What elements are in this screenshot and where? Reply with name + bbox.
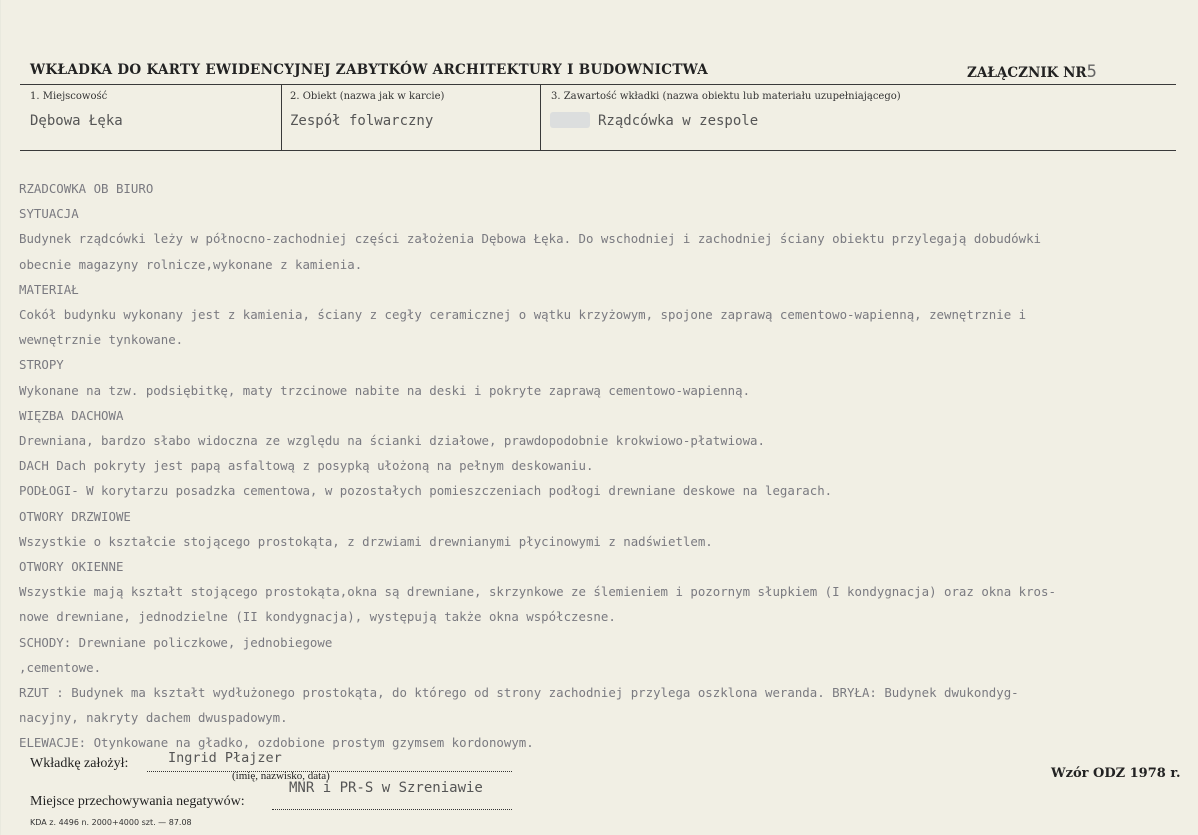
text-line: MATERIAŁ — [19, 281, 79, 297]
field-contents-value: Rządcówka w zespole — [598, 113, 759, 129]
author-value: Ingrid Płajzer — [168, 750, 282, 766]
text-line: Wykonane na tzw. podsiębitkę, maty trzcinowe nabite na deski i pokryte zaprawą cementowo-wapienną. — [19, 382, 751, 398]
text-line: PODŁOGI- W korytarzu posadzka cementowa, w pozostałych pomieszczeniach podłogi drewniane deskowe na legarach. — [19, 483, 833, 499]
text-line: Drewniana, bardzo słabo widoczna ze względu na ścianki działowe, prawdopodobnie krokwiowo-płatwiowa. — [19, 433, 765, 449]
author-label: Wkładkę założył: — [30, 756, 129, 771]
erased-mark — [550, 112, 590, 128]
table-top-rule — [20, 84, 1176, 85]
storage-label: Miejsce przechowywania negatywów: — [30, 794, 245, 809]
table-divider-2 — [540, 84, 541, 151]
text-line: SCHODY: Drewniane policzkowe, jednobiegowe — [19, 634, 333, 650]
text-line: OTWORY DRZWIOWE — [19, 508, 131, 524]
annex-number-value: 5 — [1086, 62, 1097, 82]
text-line: OTWORY OKIENNE — [19, 559, 124, 575]
text-line: Budynek rządcówki leży w północno-zachodniej części założenia Dębowa Łęka. Do wschodniej i zachodniej ściany obiektu przylegają dobudówki — [19, 231, 1041, 247]
text-line: wewnętrznie tynkowane. — [19, 332, 184, 348]
table-bottom-rule — [20, 150, 1176, 151]
template-label: Wzór ODZ 1978 r. — [1051, 766, 1181, 781]
field-object-value: Zespół folwarczny — [290, 113, 434, 129]
annex-number — [967, 62, 1097, 82]
text-line: obecnie magazyny rolnicze,wykonane z kamienia. — [19, 256, 363, 272]
description-text — [19, 176, 1189, 756]
text-line: nowe drewniane, jednodzielne (II kondygnacja), występują także okna współczesne. — [19, 609, 616, 625]
text-line: nacyjny, nakryty dachem dwuspadowym. — [19, 710, 288, 726]
text-line: WIĘZBA DACHOWA — [19, 407, 124, 423]
author-hint: (imię, nazwisko, data) — [232, 770, 330, 782]
field-object-label: 2. Obiekt (nazwa jak w karcie) — [290, 91, 445, 102]
text-line: DACH Dach pokryty jest papą asfaltową z posypką ułożoną na pełnym deskowaniu. — [19, 458, 594, 474]
text-line: Wszystkie mają kształt stojącego prostokąta,okna są drewniane, skrzynkowe ze ślemieniem i pozornym słupkiem (I kondygnacja) oraz okna kros- — [19, 584, 1056, 600]
text-line: RZADCOWKA OB BIURO — [19, 181, 154, 196]
text-line: Cokół budynku wykonany jest z kamienia, ściany z cegły ceramicznej o wątku krzyżowym, spojone zaprawą cementowo-wapienną, zewnętrznie i — [19, 307, 1027, 323]
field-locality-label: 1. Miejscowość — [30, 91, 108, 102]
text-line: ,cementowe. — [19, 659, 102, 675]
storage-value: MNR i PR-S w Szreniawie — [289, 780, 483, 796]
field-locality-value: Dębowa Łęka — [30, 113, 123, 129]
text-line: SYTUACJA — [19, 206, 79, 222]
document-title: WKŁADKA DO KARTY EWIDENCYJNEJ ZABYTKÓW ARCHITEKTURY I BUDOWNICTWA — [30, 62, 709, 78]
storage-dotted-line — [272, 809, 512, 810]
text-line: STROPY — [19, 357, 64, 373]
field-contents-label: 3. Zawartość wkładki (nazwa obiektu lub materiału uzupełniającego) — [551, 91, 901, 102]
annex-label: ZAŁĄCZNIK NR — [967, 65, 1087, 81]
table-divider-1 — [281, 84, 282, 151]
text-line: RZUT : Budynek ma kształt wydłużonego prostokąta, do którego od strony zachodniej przylega oszklona weranda. BRYŁA: Budynek dwukondyg- — [19, 685, 1019, 701]
text-line: ELEWACJE: Otynkowane na gładko, ozdobione prostym gzymsem kordonowym. — [19, 735, 534, 751]
text-line: Wszystkie o kształcie stojącego prostokąta, z drzwiami drewnianymi płycinowymi z nadświetlem. — [19, 533, 713, 549]
print-info: KDA z. 4496 n. 2000+4000 szt. — 87.08 — [30, 818, 192, 827]
